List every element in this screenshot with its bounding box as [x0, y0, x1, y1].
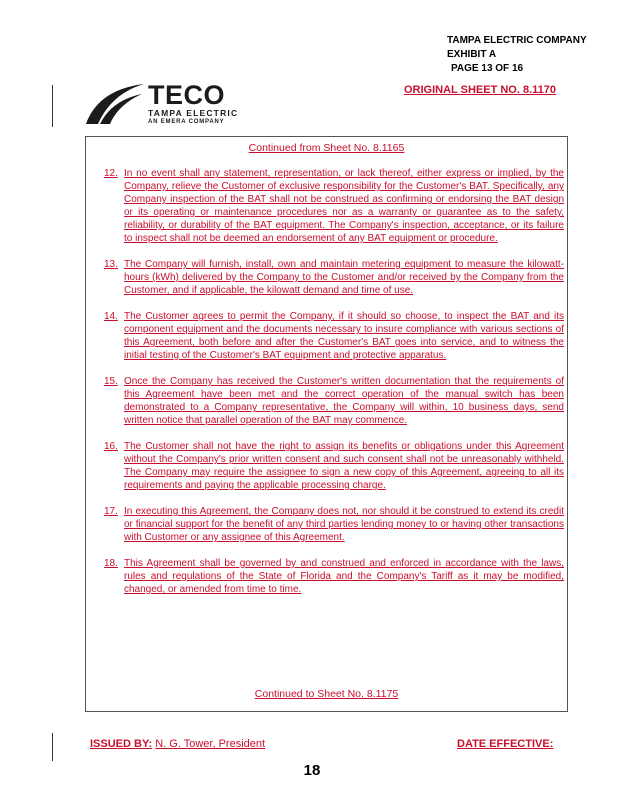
item-text: In no event shall any statement, representation, or lack thereof, either express or implied, by the Company, relieve the Customer of exclusive responsibility for the Customer's BAT. Specifically, any Company inspection of the BAT shall not be construed as confirming or endorsing the BAT design or its operating or maintenance procedures nor as a warranty or guarantee as to the safety, reliability, or durability of the BAT equipment. The Company's inspection, acceptance, or its failure to inspect shall not be deemed an endorsement of any BAT equipment or procedure.: [124, 168, 564, 244]
item-number: 16.: [104, 441, 118, 452]
revision-bar-bottom: [52, 733, 53, 761]
item-number: 14.: [104, 311, 118, 322]
continued-to-note: Continued to Sheet No. 8.1175: [254, 688, 399, 700]
logo-wordmark: TECO: [148, 80, 226, 110]
list-item: [104, 557, 564, 596]
item-number: 13.: [104, 259, 118, 270]
list-item: [104, 310, 564, 362]
page-number: 18: [303, 762, 321, 779]
list-item: [104, 440, 564, 492]
item-text: Once the Company has received the Customer's written documentation that the requirements of this Agreement have been met and the correct operation of the manual switch has been demonstrated to a Company representative, the Company will within, 10 business days, send written notice that parallel operation of the BAT may commence.: [124, 376, 564, 426]
list-item: [104, 258, 564, 297]
header-company-block: [447, 34, 587, 76]
content-box: [85, 136, 568, 712]
continued-from-note: Continued from Sheet No. 8.1165: [248, 142, 405, 154]
list-item: [104, 375, 564, 427]
teco-logo: [84, 80, 254, 130]
original-sheet-number: ORIGINAL SHEET NO. 8.1170: [404, 84, 557, 96]
issued-by: [90, 738, 265, 750]
item-text: This Agreement shall be governed by and construed and enforced in accordance with the laws, rules and regulations of the State of Florida and the Company's Tariff as it may be modified, changed, or amended from time to time.: [124, 558, 564, 595]
logo-subtitle: TAMPA ELECTRIC: [148, 108, 239, 118]
item-number: 18.: [104, 558, 118, 569]
item-text: In executing this Agreement, the Company does not, nor should it be construed to extend its credit or financial support for the benefit of any third parties lending money to or having other transactions with Customer or any assignee of this Agreement.: [124, 506, 564, 543]
teco-swoosh-icon: [84, 80, 146, 128]
list-item: [104, 167, 564, 245]
issued-by-label: ISSUED BY:: [90, 738, 153, 750]
item-number: 17.: [104, 506, 118, 517]
item-text: The Customer agrees to permit the Company, if it should so choose, to inspect the BAT and its component equipment and the documents necessary to insure compliance with various sections of this Agreement, both before and after the Customer's BAT goes into service, and to witness the initial testing of the Customer's BAT equipment and protective apparatus.: [124, 311, 564, 361]
company-name: TAMPA ELECTRIC COMPANY: [447, 35, 587, 46]
terms-list: [104, 167, 564, 609]
revision-bar-top: [52, 85, 53, 127]
item-text: The Customer shall not have the right to assign its benefits or obligations under this Agreement without the Company's prior written consent and such consent shall not be unreasonably withheld. The Company may require the assignee to sign a new copy of this Agreement, agreeing to all its requirements and paying the applicable processing charge.: [124, 441, 564, 491]
issued-by-name: N. G. Tower, President: [155, 738, 266, 750]
item-number: 15.: [104, 376, 118, 387]
item-text: The Company will furnish, install, own and maintain metering equipment to measure the kilowatt-hours (kWh) delivered by the Company to the Customer and/or received by the Company from the Customer, and if applicable, the kilowatt demand and time of use.: [124, 259, 564, 296]
page-indicator: PAGE 13 OF 16: [451, 63, 524, 74]
exhibit-label: EXHIBIT A: [447, 49, 497, 60]
logo-tagline: AN EMERA COMPANY: [148, 119, 225, 125]
item-number: 12.: [104, 168, 118, 179]
date-effective-label: DATE EFFECTIVE:: [457, 738, 554, 750]
list-item: [104, 505, 564, 544]
